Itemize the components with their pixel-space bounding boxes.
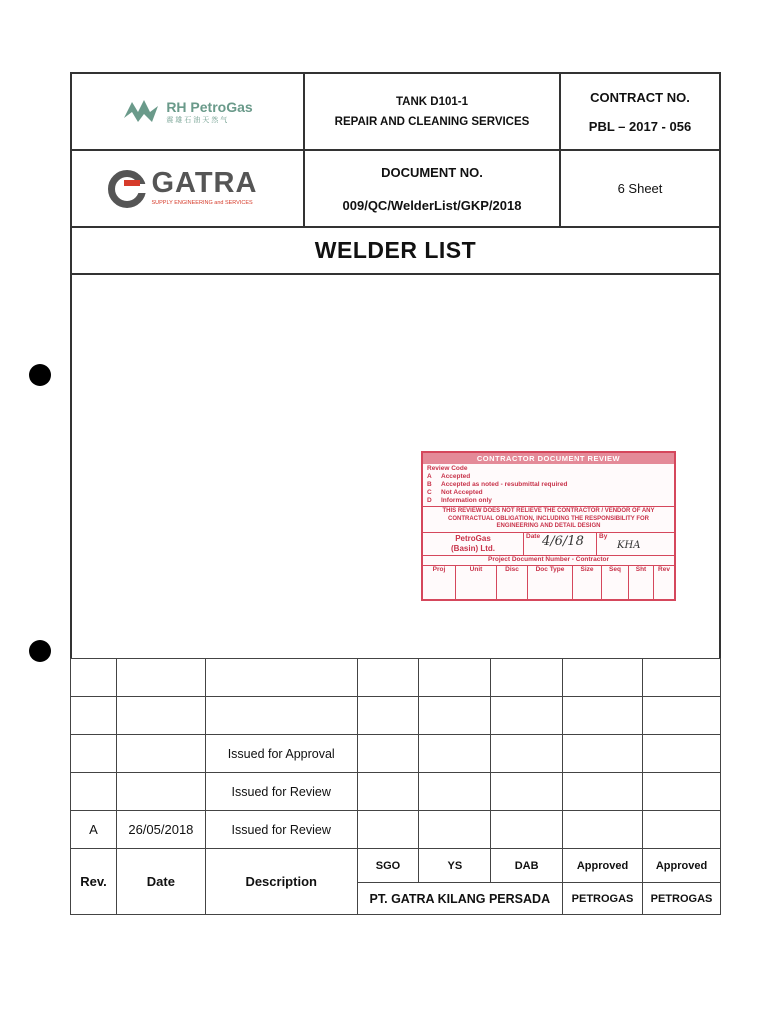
table-row <box>71 811 721 849</box>
sgo-initials: SGO <box>357 849 419 883</box>
rev-cell <box>71 773 117 811</box>
gatra-g-icon <box>108 170 146 208</box>
table-row <box>71 773 721 811</box>
rev-cell: A <box>71 811 117 849</box>
document-number: 009/QC/WelderList/GKP/2018 <box>342 197 522 213</box>
stamp-pdn-label: Project Document Number - Contractor <box>423 555 674 565</box>
approved-label-1: Approved <box>563 849 643 883</box>
stamp-heading: CONTRACTOR DOCUMENT REVIEW <box>423 453 674 464</box>
rev-cell <box>71 735 117 773</box>
stamp-by-value: KHA <box>617 539 641 551</box>
petrogas-company-1: PETROGAS <box>563 883 643 915</box>
stamp-company-line2: (Basin) Ltd. <box>451 543 495 553</box>
title-cell <box>71 227 720 274</box>
stamp-by-label: By <box>599 532 608 540</box>
sheet-count: 6 Sheet <box>617 181 663 196</box>
description-cell <box>205 697 357 735</box>
stamp-date-label: Date <box>526 532 541 540</box>
stamp-col-doctype: Doc Type <box>527 566 572 600</box>
rev-cell <box>71 697 117 735</box>
rh-petrogas-logo-cell <box>71 73 304 150</box>
stamp-code-b: B <box>427 481 432 488</box>
description-cell: Issued for Review <box>205 811 357 849</box>
date-cell: 26/05/2018 <box>116 811 205 849</box>
signature-row <box>71 849 721 883</box>
stamp-col-unit: Unit <box>455 566 496 600</box>
rh-logo-subtitle: 震雄石油天然气 <box>166 116 230 124</box>
stamp-review-code-label: Review Code <box>427 465 468 472</box>
approved-label-2: Approved <box>643 849 721 883</box>
gatra-logo <box>108 167 268 211</box>
document-header <box>70 72 721 275</box>
stamp-columns <box>423 565 674 600</box>
stamp-col-sht: Sht <box>628 566 653 600</box>
binder-hole-bottom <box>29 640 51 662</box>
petrogas-company-2: PETROGAS <box>643 883 721 915</box>
project-title-cell <box>304 73 560 150</box>
table-row <box>71 659 721 697</box>
date-header: Date <box>116 849 205 915</box>
table-row <box>71 697 721 735</box>
stamp-col-size: Size <box>572 566 601 600</box>
rh-petrogas-logo <box>72 98 303 126</box>
stamp-col-disc: Disc <box>496 566 527 600</box>
gatra-company: PT. GATRA KILANG PERSADA <box>357 883 563 915</box>
gatra-logo-name: GATRA <box>151 166 258 199</box>
stamp-company-line1: PetroGas <box>455 533 491 543</box>
document-number-label: DOCUMENT NO. <box>381 164 483 180</box>
stamp-code-d: D <box>427 497 432 504</box>
contract-label: CONTRACT NO. <box>590 89 690 105</box>
rev-header: Rev. <box>71 849 117 915</box>
stamp-code-c-text: Not Accepted <box>441 489 483 496</box>
rh-logo-name: RH PetroGas <box>166 98 253 115</box>
description-header: Description <box>205 849 357 915</box>
description-cell: Issued for Approval <box>205 735 357 773</box>
rev-cell <box>71 659 117 697</box>
date-cell <box>116 735 205 773</box>
stamp-code-d-text: Information only <box>441 497 492 504</box>
gatra-logo-cell <box>71 150 304 227</box>
document-number-cell <box>304 150 560 227</box>
stamp-code-a-text: Accepted <box>441 473 471 480</box>
stamp-code-c: C <box>427 489 432 496</box>
date-cell <box>116 659 205 697</box>
stamp-col-seq: Seq <box>601 566 628 600</box>
description-cell: Issued for Review <box>205 773 357 811</box>
document-title: WELDER LIST <box>314 237 477 263</box>
binder-hole-top <box>29 364 51 386</box>
date-cell <box>116 697 205 735</box>
stamp-col-proj: Proj <box>432 565 446 573</box>
contractor-review-stamp <box>421 451 676 601</box>
stamp-date-value: 4/6/18 <box>542 533 584 549</box>
contract-cell <box>560 73 720 150</box>
table-row <box>71 735 721 773</box>
sheet-cell <box>560 150 720 227</box>
rh-wing-icon <box>122 98 162 126</box>
description-cell <box>205 659 357 697</box>
gatra-logo-subtitle: SUPPLY ENGINEERING and SERVICES <box>151 199 253 206</box>
stamp-notice: THIS REVIEW DOES NOT RELIEVE THE CONTRACTOR / VENDOR OF ANY CONTRACTUAL OBLIGATION, INCLUDING THE RESPONSIBILITY FOR ENGINEERING AND DETAIL DESIGN <box>423 506 674 532</box>
date-cell <box>116 773 205 811</box>
contract-number: PBL – 2017 - 056 <box>588 118 692 134</box>
stamp-code-a: A <box>427 473 432 480</box>
ys-initials: YS <box>419 849 491 883</box>
stamp-code-b-text: Accepted as noted - resubmittal required <box>441 481 568 488</box>
project-title-line1: TANK D101-1 <box>396 95 468 108</box>
dab-initials: DAB <box>491 849 563 883</box>
stamp-col-rev: Rev <box>653 566 674 600</box>
project-title-line2: REPAIR AND CLEANING SERVICES <box>334 115 530 128</box>
revision-table <box>70 658 721 915</box>
